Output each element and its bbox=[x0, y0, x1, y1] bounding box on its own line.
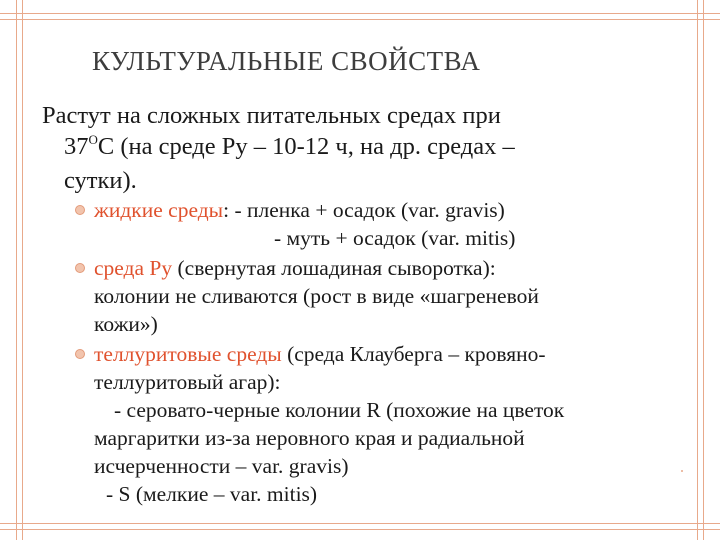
item-text: : - пленка + осадок (var. gravis) bbox=[223, 198, 505, 222]
slide-title: КУЛЬТУРАЛЬНЫЕ СВОЙСТВА bbox=[92, 46, 481, 76]
frame-line-top-inner bbox=[0, 19, 720, 20]
intro-paragraph bbox=[42, 100, 682, 196]
bullet-icon bbox=[75, 263, 85, 273]
intro-line-2 bbox=[42, 131, 682, 165]
intro-line-3: сутки). bbox=[64, 167, 137, 194]
item-line: исчерченности – var. gravis) bbox=[94, 454, 349, 478]
item-line: кожи») bbox=[94, 312, 158, 336]
item-term: среда Ру bbox=[94, 256, 173, 280]
temperature-value: 37 bbox=[64, 133, 89, 160]
item-text: (свернутая лошадиная сыворотка): bbox=[172, 256, 496, 280]
item-term: теллуритовые среды bbox=[94, 342, 282, 366]
media-list bbox=[72, 196, 702, 508]
frame-line-bottom bbox=[0, 523, 720, 524]
list-item-ru-medium bbox=[72, 254, 702, 338]
frame-line-left-inner bbox=[22, 0, 23, 540]
item-line: теллуритовый агар): bbox=[94, 370, 281, 394]
item-line: колонии не сливаются (рост в виде «шагреневой bbox=[94, 284, 539, 308]
bullet-icon bbox=[75, 349, 85, 359]
frame-line-right-inner bbox=[703, 0, 704, 540]
degree-superscript: О bbox=[88, 132, 98, 147]
item-line bbox=[94, 196, 702, 224]
item-term: жидкие среды bbox=[94, 198, 224, 222]
item-line bbox=[94, 254, 702, 282]
item-line bbox=[94, 340, 702, 368]
frame-line-top bbox=[0, 13, 720, 14]
item-line: - муть + осадок (var. mitis) bbox=[274, 226, 516, 250]
frame-line-bottom-inner bbox=[0, 529, 720, 530]
frame-line-left bbox=[16, 0, 17, 540]
list-item-tellurite-media bbox=[72, 340, 702, 508]
item-line: - серовато-черные колонии R (похожие на цветок bbox=[114, 398, 565, 422]
intro-line-2-rest: С (на среде Ру – 10-12 ч, на др. средах – bbox=[97, 133, 515, 160]
item-line: маргаритки из-за неровного края и радиальной bbox=[94, 426, 525, 450]
intro-line-1: Растут на сложных питательных средах при bbox=[42, 102, 501, 129]
item-line: - S (мелкие – var. mitis) bbox=[106, 482, 318, 506]
item-text: (среда Клауберга – кровяно- bbox=[281, 342, 546, 366]
bullet-icon bbox=[75, 205, 85, 215]
list-item-liquid-media bbox=[72, 196, 702, 252]
